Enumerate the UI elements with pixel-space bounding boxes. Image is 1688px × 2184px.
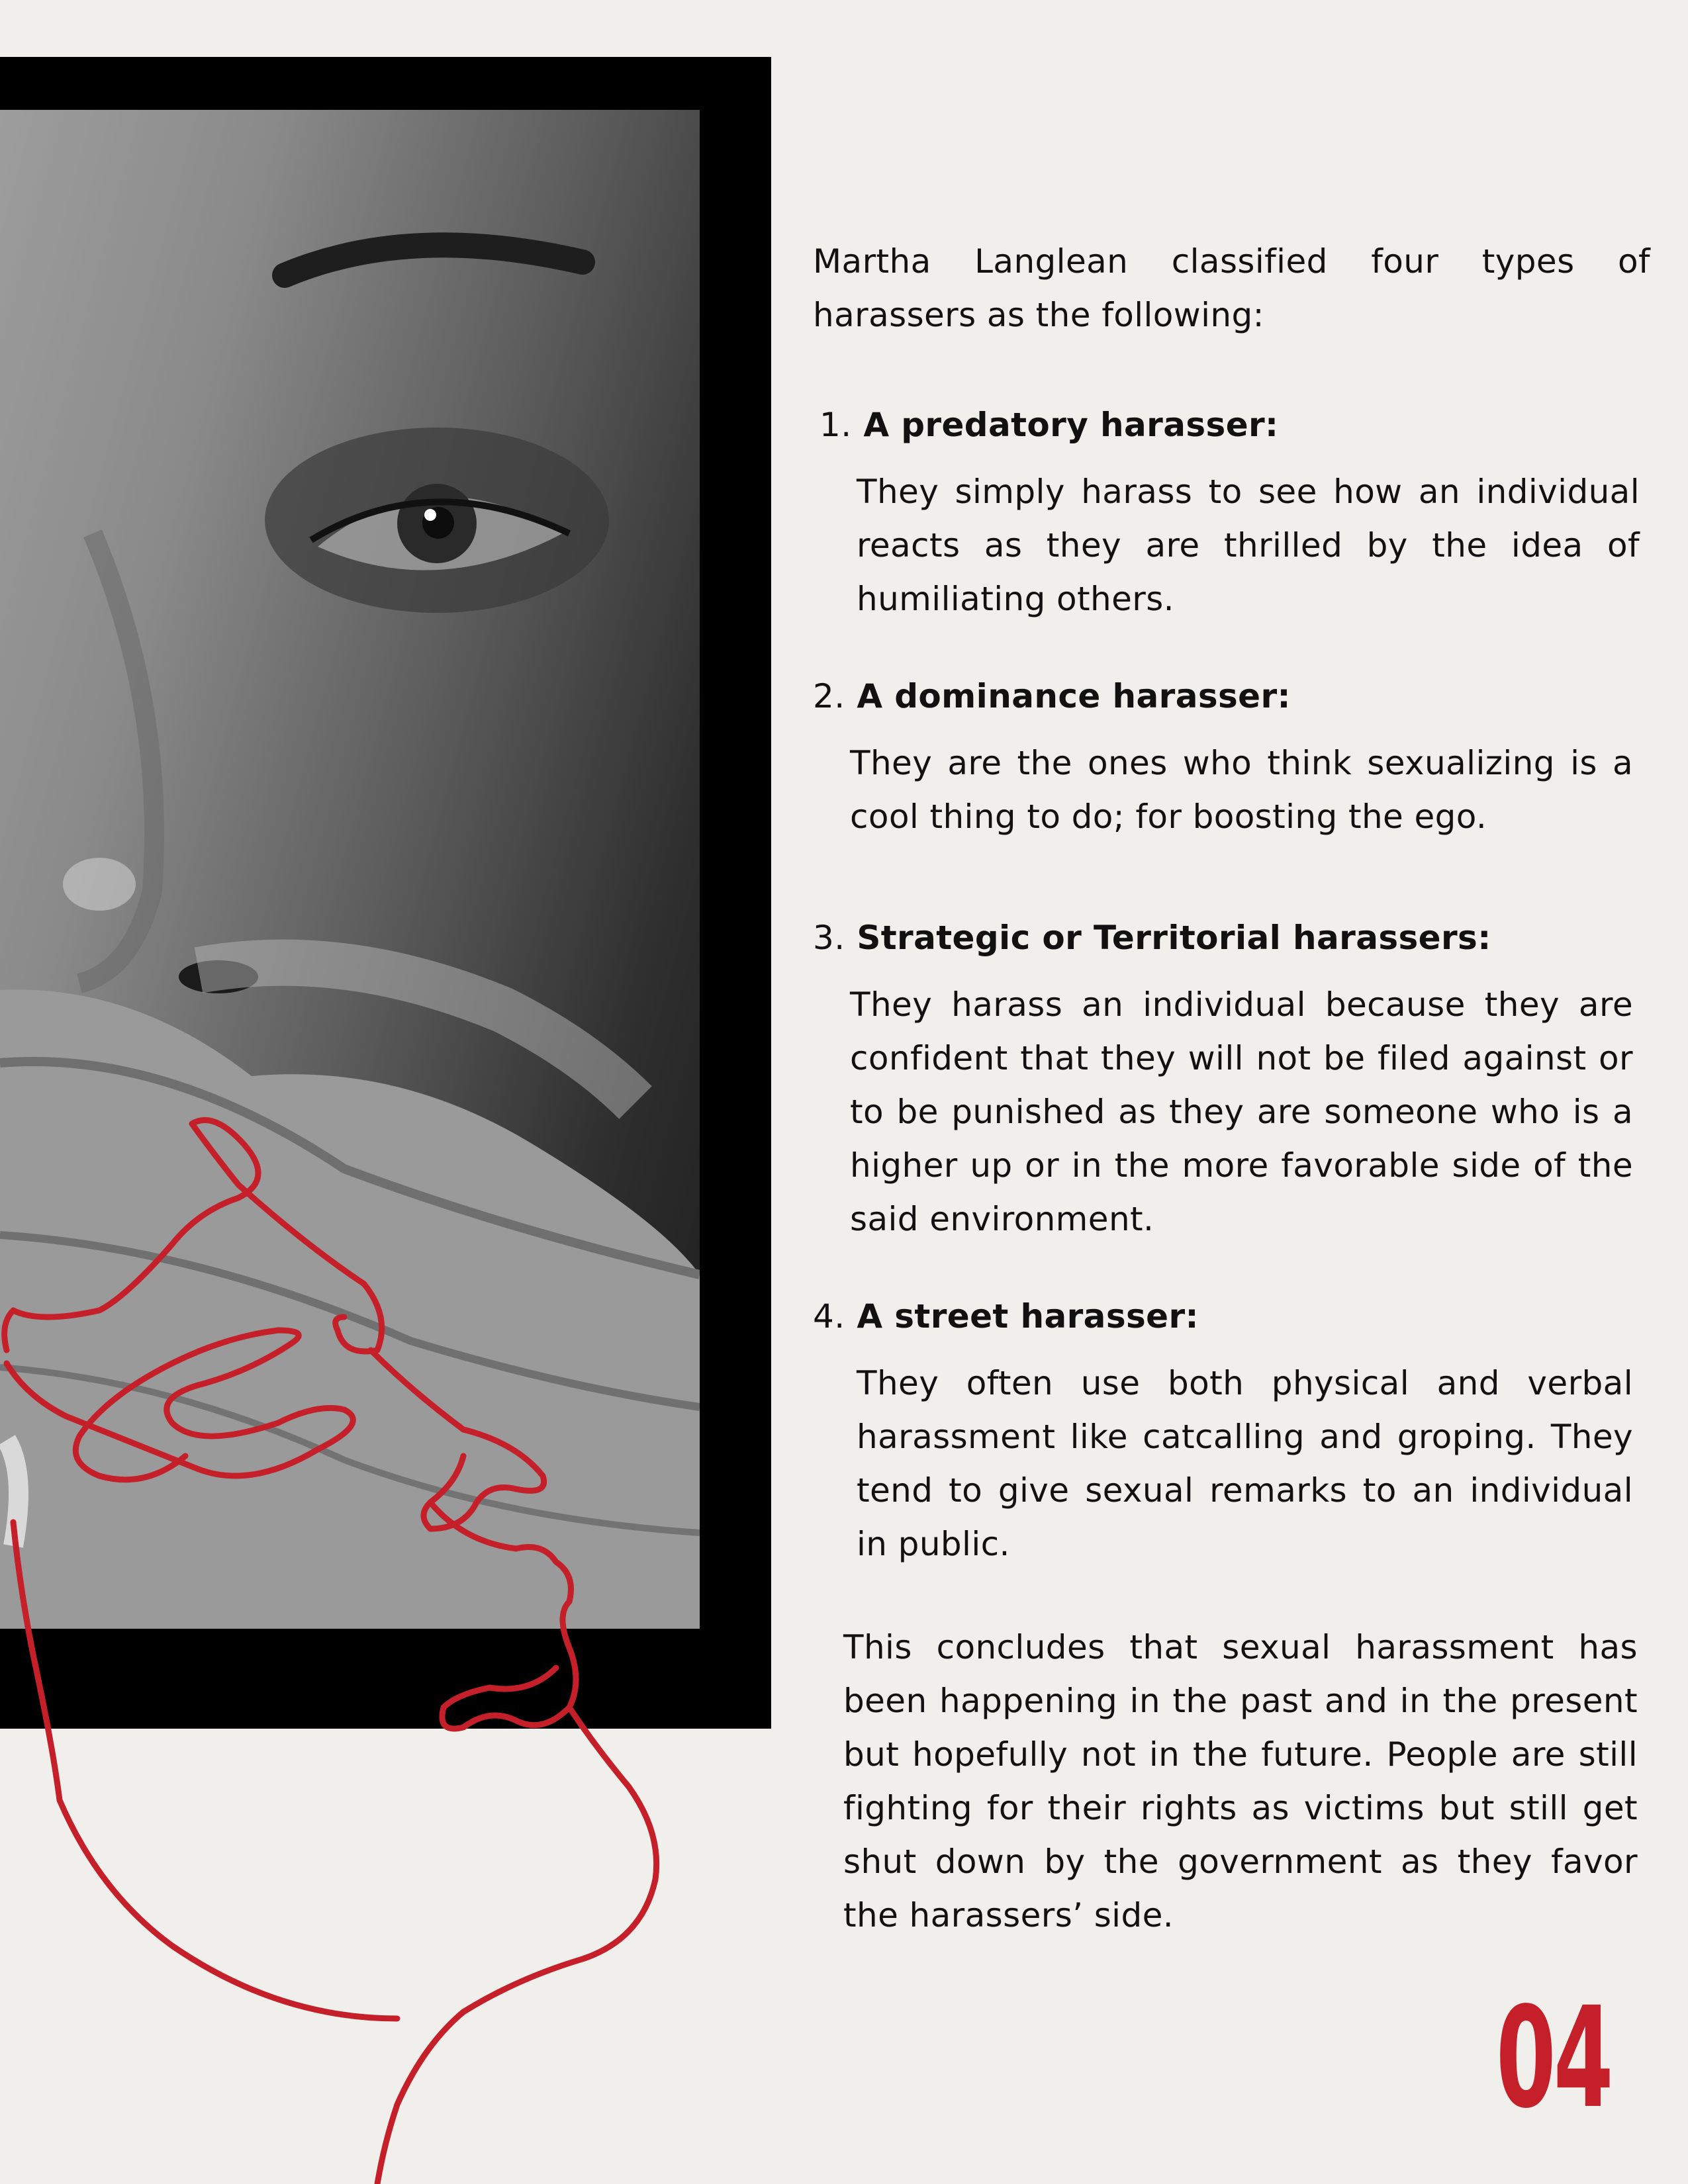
list-item-number: 3. bbox=[813, 919, 845, 957]
face-photo-illustration bbox=[0, 110, 700, 1629]
list-item bbox=[813, 398, 1650, 626]
list-item-title: A predatory harasser: bbox=[863, 406, 1279, 444]
list-item-heading bbox=[813, 911, 1650, 965]
list-item-number: 2. bbox=[813, 677, 845, 715]
list-item-heading bbox=[813, 1290, 1650, 1343]
list-item-heading bbox=[813, 670, 1650, 723]
list-item-body: They often use both physical and verbal harassment like catcalling and groping. They tend to give sexual remarks to an individual in public. bbox=[857, 1364, 1633, 1563]
face-photo bbox=[0, 110, 700, 1629]
text-column bbox=[813, 235, 1650, 1942]
list-item-body: They are the ones who think sexualizing is a cool thing to do; for boosting the ego. bbox=[850, 744, 1633, 836]
photo-frame bbox=[0, 57, 771, 1729]
list-item-body: They simply harass to see how an individual reacts as they are thrilled by the idea of humiliating others. bbox=[857, 473, 1640, 618]
intro-paragraph: Martha Langlean classified four types of harassers as the following: bbox=[813, 242, 1650, 334]
list-item bbox=[813, 670, 1650, 844]
list-item-heading bbox=[820, 398, 1650, 452]
list-item-number: 1. bbox=[820, 406, 852, 444]
list-item-title: A street harasser: bbox=[857, 1297, 1199, 1336]
list-item bbox=[813, 1290, 1650, 1571]
list-item-title: Strategic or Territorial harassers: bbox=[857, 919, 1491, 957]
page-number: 04 bbox=[1496, 1977, 1611, 2139]
conclusion-paragraph: This concludes that sexual harassment has been happening in the past and in the present but hopefully not in the future. People are still fighting for their rights as victims but still get shut down by the government as they favor the harassers’ side. bbox=[843, 1628, 1638, 1934]
list-item bbox=[813, 911, 1650, 1246]
list-item-title: A dominance harasser: bbox=[857, 677, 1291, 715]
list-item-number: 4. bbox=[813, 1297, 845, 1336]
list-item-body: They harass an individual because they are confident that they will not be filed against or to be punished as they are someone who is a higher up or in the more favorable side of the said environment. bbox=[850, 985, 1633, 1238]
